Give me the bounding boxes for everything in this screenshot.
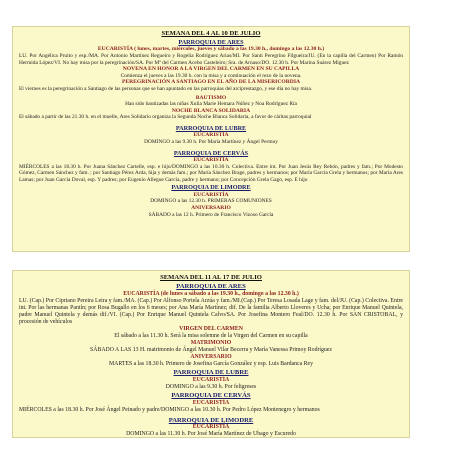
bautismo-text: Han sido bautizadas las niñas Xulia Marie Hemara Núñez y Noa Rodríguez Ría xyxy=(125,101,297,108)
lubre-eucaristia-heading: EUCARISTÍA xyxy=(192,376,230,383)
ares-parish-heading: PARROQUIA DE ARES xyxy=(178,39,244,46)
week2-title: SEMANA DEL 11 AL 17 DE JULIO xyxy=(160,274,262,281)
pilgrimage-text: El viernes es la peregrinación a Santiago de las personas que se han apuntado en las parroquias del arciprestazgo, y ese día no hay misa. xyxy=(19,85,313,92)
cervas-text: MIÉRCOLES a las 18.30 h. Por José Ángel Peinado y padre/DOMINGO a las 10.30 h. Por Pedro López Montenegro y hermanos xyxy=(19,406,320,413)
week2-bulletin xyxy=(12,270,410,438)
cervas-text: MIÉRCOLES a las 18.30 h. Por Juana Sánchez Cartelle, esp. e hijo/DOMINGO a las 10.30 h. Colectiva. Entre int. Por Juan Jesús Rey Rebón, padres y fam.; Por Modesto Gómez, Carmen Sánchez y fam. ; por Santiago Pérez Arda, hija y demás fam.; por María Sánchez Brage, padres y hermanos; por María García Grela y hermanos; por María Ares Lamas; por Juan García Doval, esp. Y padres; por Eugenio Allegue García, padre y hermano; por Concepción Grela Gago, esp. E hijo xyxy=(19,163,403,183)
limodre-parish-heading: PARROQUIA DE LIMODRE xyxy=(168,416,254,424)
aniversario-heading: ANIVERSARIO xyxy=(190,354,232,361)
matrimonio-text: SÁBADO A LAS 13 H. matrimonio de Ángel Manuel Vilar Becerra y María Vanessa Primoy Rodríguez xyxy=(90,346,332,353)
lubre-parish-heading: PARROQUIA DE LUBRE xyxy=(173,369,249,377)
bautismo-heading: BAUTISMO xyxy=(195,94,227,101)
ares-eucaristia-heading: EUCARISTÍA ( lunes, martes, miércoles, jueves y sábado a las 19.30 h., domingo a las 12.30 h.) xyxy=(97,46,325,53)
limodre-aniversario-heading: ANIVERSARIO xyxy=(191,204,231,211)
limodre-eucaristia-heading: EUCARISTÍA xyxy=(192,424,230,431)
virgen-carmen-text: El sábado a las 11.30 h. Será la misa solemne de la Virgen del Carmen en su capilla xyxy=(114,332,308,339)
noche-blanca-heading: NOCHE BLANCA SOLIDARIA xyxy=(171,107,251,114)
ares-masses: LU. Por Angélica Pruito y esp./MA. Por Antonio Martínez Regueiro y Rogelia Rodríguez Arias/MI. Por Santi Peregrino Filgueira/JU. (En la capilla del Carmen) Por Ramón Hermida López/VI. No hay misa por la peregrinación/SA. Por Mª del Carmen Acebo Casteleiro; Sra. de Arnaso/DO. 12.30 h. Por Marina Suárez Miguez xyxy=(19,53,403,66)
limodre-eucaristia-heading: EUCARISTÍA xyxy=(193,191,229,198)
aniversario-text: MARTES a las 18.30 h. Primero de Josefina García González y esp. Luis Bardanca Rey xyxy=(109,360,313,367)
cervas-parish-heading: PARROQUIA DE CERVÁS xyxy=(171,391,251,399)
week1-title: SEMANA DEL 4 AL 10 DE JULIO xyxy=(161,30,261,37)
matrimonio-heading: MATRIMONIO xyxy=(190,340,232,347)
lubre-text: DOMINGO a las 9.30 h. Por feligreses xyxy=(165,383,257,390)
lubre-parish-heading: PARROQUIA DE LUBRE xyxy=(175,124,247,132)
cervas-eucaristia-heading: EUCARISTÍA xyxy=(193,156,229,163)
ares-eucaristia-heading: EUCARISTÍA (de lunes a sábado a las 19.30 h., domingo a las 12.30 h.) xyxy=(123,290,299,297)
ares-parish-heading: PARROQUIA DE ARES xyxy=(176,283,246,290)
limodre-text: DOMINGO a las 11.30 h. Por José María Martínez de Ubago y Escuredo xyxy=(126,431,296,438)
week1-bulletin xyxy=(12,26,410,252)
ares-masses: LU. (Cap.) Por Cipriano Pereira Leira y fam./MA. (Cap.) Por Alfonso Portela Arzúa y fam./MI.(Cap.) Por Teresa Losada Lage y fam. del/JU. (Cap.) Colectiva. Entre int. Por las hermanas Pantín; por Rosa Bugallo en los 6 meses; por Ana María Martínez; dif. De la familia Alberto Lloveres y Ucha; por Enrique Manuel Quintela, padre Manuel Quintela y demás dif./VI. (Cap.) Por Enrique Manuel Quintela Calvo/SA. Por Josefina Montero Feal/DO. 12.30 h. Por SAN CRISTOBAL, y procesión de vehículos xyxy=(19,297,403,325)
cervas-parish-heading: PARROQUIA DE CERVÁS xyxy=(173,149,249,157)
limodre-parish-heading: PARROQUIA DE LIMODRE xyxy=(171,184,251,192)
limodre-aniversario-text: SÁBADO a las 12 h. Primero de Francisco Vizoso García xyxy=(148,211,274,218)
lubre-eucaristia-heading: EUCARISTÍA xyxy=(193,132,229,139)
novena-heading: NOVENA EN HONOR A LA VIRGEN DEL CARMEN EN SU CAPILLA xyxy=(122,66,300,73)
noche-blanca-text: El sábado a partir de las 21.30 h. en el muelle, Ares Solidario organiza la Segunda Noche Blanca Solidaria, a favor de cáritas parroquial xyxy=(19,114,312,121)
lubre-text: DOMINGO a las 9.30 h. Por María Martínez y Ángel Permuy xyxy=(144,138,278,145)
novena-text: Comienza el jueves a las 19.30 h. con la misa y a continuación el rezo de la novena. xyxy=(120,72,302,79)
limodre-text: DOMINGO a las 12.30 h. PRIMERAS COMUNIONES xyxy=(150,198,272,205)
virgen-carmen-heading: VIRGEN DEL CARMEN xyxy=(179,326,243,333)
pilgrimage-heading: PEREGRINACIÓN A SANTIAGO EN EL AÑO DE LA MISERICORDIA xyxy=(121,79,301,86)
cervas-eucaristia-heading: EUCARISTÍA xyxy=(192,399,230,406)
